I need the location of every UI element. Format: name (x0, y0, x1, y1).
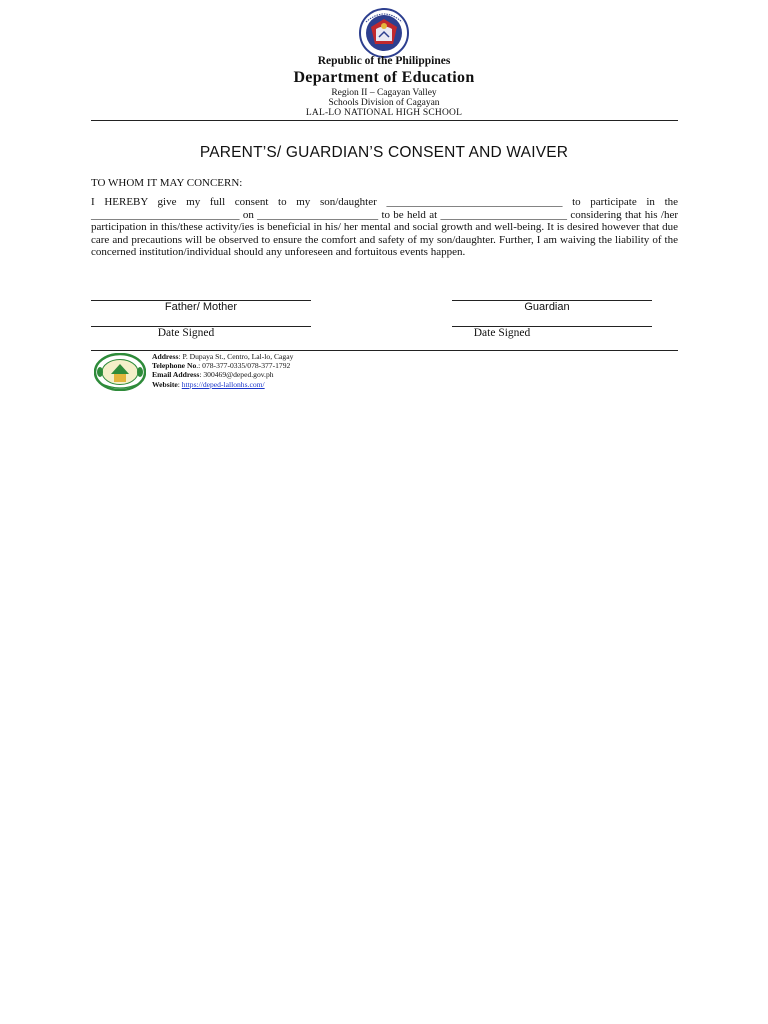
consent-text-5: considering that his /her participation in this/these activity/ies is beneficial in his/ her mental and social growth and well-being. It is desired however that due care and precautions will be observed to ensure the comfort and safety of my son/daughter. Further, I am waiving the liability of the concerned institution/individual should any unforeseen and fortuitous events happen. (91, 208, 678, 259)
school-logo-icon (94, 353, 146, 391)
footer-divider (91, 350, 678, 351)
department-heading: Department of Education (293, 69, 475, 86)
activity-blank[interactable]: ___________________________ (91, 208, 240, 221)
header-divider (91, 120, 678, 121)
website-link[interactable]: https://deped-lallonhs.com/ (181, 379, 265, 389)
consent-paragraph (91, 196, 678, 259)
school-heading: LAL-LO NATIONAL HIGH SCHOOL (305, 108, 463, 118)
venue-blank[interactable]: _______________________ (440, 208, 567, 221)
student-name-blank[interactable]: ________________________________ (386, 196, 563, 208)
email-value: : 300469@deped.gov.ph (199, 370, 274, 380)
website-separator: : (177, 379, 182, 389)
address-line (152, 352, 293, 361)
school-contact-info (152, 352, 293, 389)
father-mother-label: Father/ Mother (164, 301, 238, 313)
republic-heading: Republic of the Philippines (317, 55, 451, 67)
deped-seal-icon (353, 8, 415, 58)
website-line (152, 380, 293, 389)
telephone-value: .: 078-377-0335/078-377-1792 (196, 361, 291, 371)
address-value: : P. Dupaya St., Centro, Lal-lo, Cagay (178, 352, 294, 361)
parent-date-signed-label: Date Signed (157, 327, 215, 339)
salutation: TO WHOM IT MAY CONCERN: (91, 177, 243, 189)
consent-text-4: to be held at (381, 208, 438, 221)
guardian-label: Guardian (524, 301, 570, 313)
website-label: Website (152, 379, 178, 389)
guardian-date-signed-label: Date Signed (473, 327, 531, 339)
telephone-label: Telephone No (152, 361, 197, 371)
address-label: Address (152, 352, 179, 361)
consent-text-1: I HEREBY give my full consent to my son/daughter (91, 196, 377, 208)
division-heading: Schools Division of Cagayan (328, 98, 440, 108)
consent-text-3: on (242, 208, 254, 221)
email-label: Email Address (152, 370, 200, 380)
date-blank[interactable]: ______________________ (257, 208, 379, 221)
form-title: PARENT’S/ GUARDIAN’S CONSENT AND WAIVER (199, 144, 569, 161)
region-heading: Region II – Cagayan Valley (331, 88, 437, 98)
consent-text-2: to participate in the (572, 196, 679, 208)
email-line (152, 370, 293, 379)
telephone-line (152, 361, 293, 370)
